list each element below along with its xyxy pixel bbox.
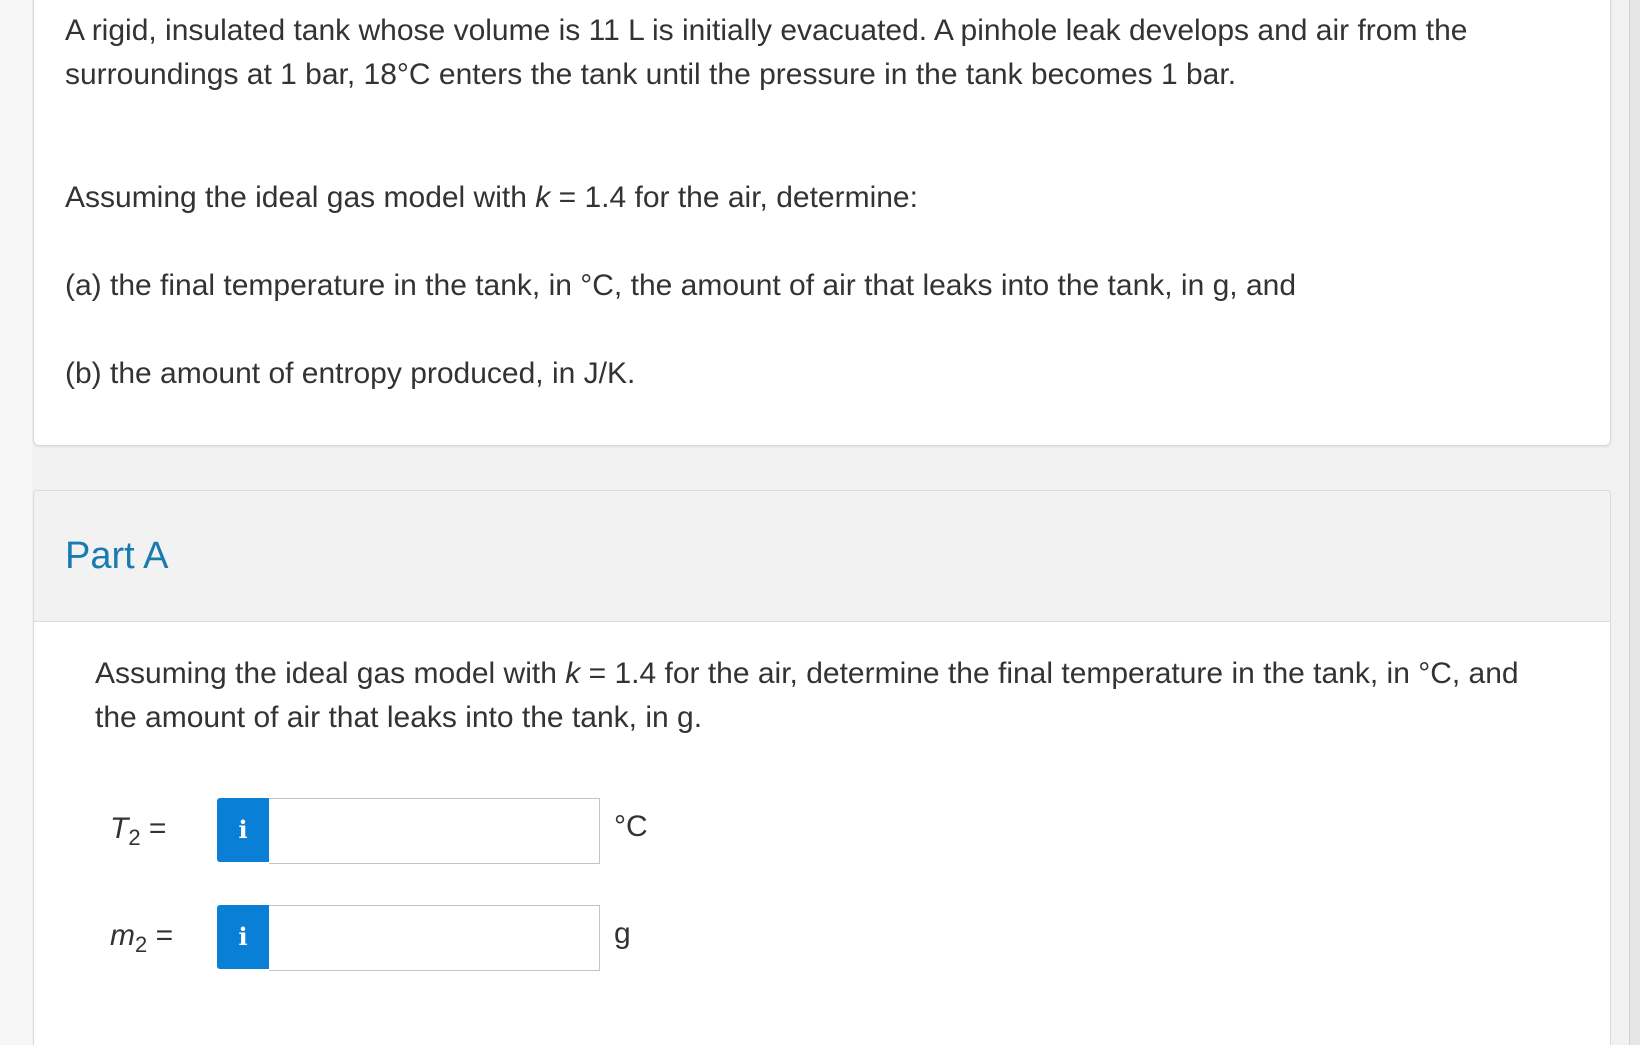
m2-unit: g — [614, 917, 631, 950]
m2-sub: 2 — [135, 932, 148, 957]
part-title: Part A — [65, 535, 169, 577]
answer-row-t2 — [34, 798, 834, 862]
assume-k: k — [535, 181, 551, 214]
t2-var: T — [110, 812, 129, 845]
t2-eq: = — [140, 812, 167, 845]
assume-suffix: = 1.4 for the air, determine: — [550, 181, 918, 214]
assume-prefix: Assuming the ideal gas model with — [65, 181, 536, 214]
t2-info-icon[interactable]: i — [217, 798, 269, 862]
question-part-a: (a) the final temperature in the tank, in °C, the amount of air that leaks into the tank, in g, and — [65, 269, 1297, 302]
question-card — [33, 0, 1611, 446]
part-a-header — [34, 491, 1610, 622]
part-a-card — [33, 490, 1611, 1045]
m2-input[interactable] — [269, 905, 600, 971]
left-gutter — [0, 0, 32, 1045]
scrollbar[interactable] — [1629, 0, 1640, 1045]
part-question-suffix: = 1.4 for the air, determine the final temperature in the tank, in °C, and the amount of air that leaks into the tank, in g. — [95, 657, 1519, 734]
question-intro: A rigid, insulated tank whose volume is 11 L is initially evacuated. A pinhole leak develops and air from the surroundings at 1 bar, 18°C enters the tank until the pressure in the tank becomes 1 bar. — [65, 14, 1468, 91]
part-a-question — [95, 652, 1555, 740]
part-question-k: k — [565, 657, 581, 690]
t2-input[interactable] — [269, 798, 600, 864]
t2-label — [110, 812, 200, 851]
question-part-b: (b) the amount of entropy produced, in J/K. — [65, 357, 636, 390]
part-question-prefix: Assuming the ideal gas model with — [95, 657, 566, 690]
m2-var: m — [110, 919, 135, 952]
t2-sub: 2 — [128, 825, 141, 850]
t2-unit: °C — [614, 810, 648, 843]
answer-row-m2 — [34, 905, 834, 969]
question-assumption — [65, 176, 1545, 220]
m2-label — [110, 919, 200, 958]
m2-eq: = — [147, 919, 174, 952]
m2-info-icon[interactable]: i — [217, 905, 269, 969]
